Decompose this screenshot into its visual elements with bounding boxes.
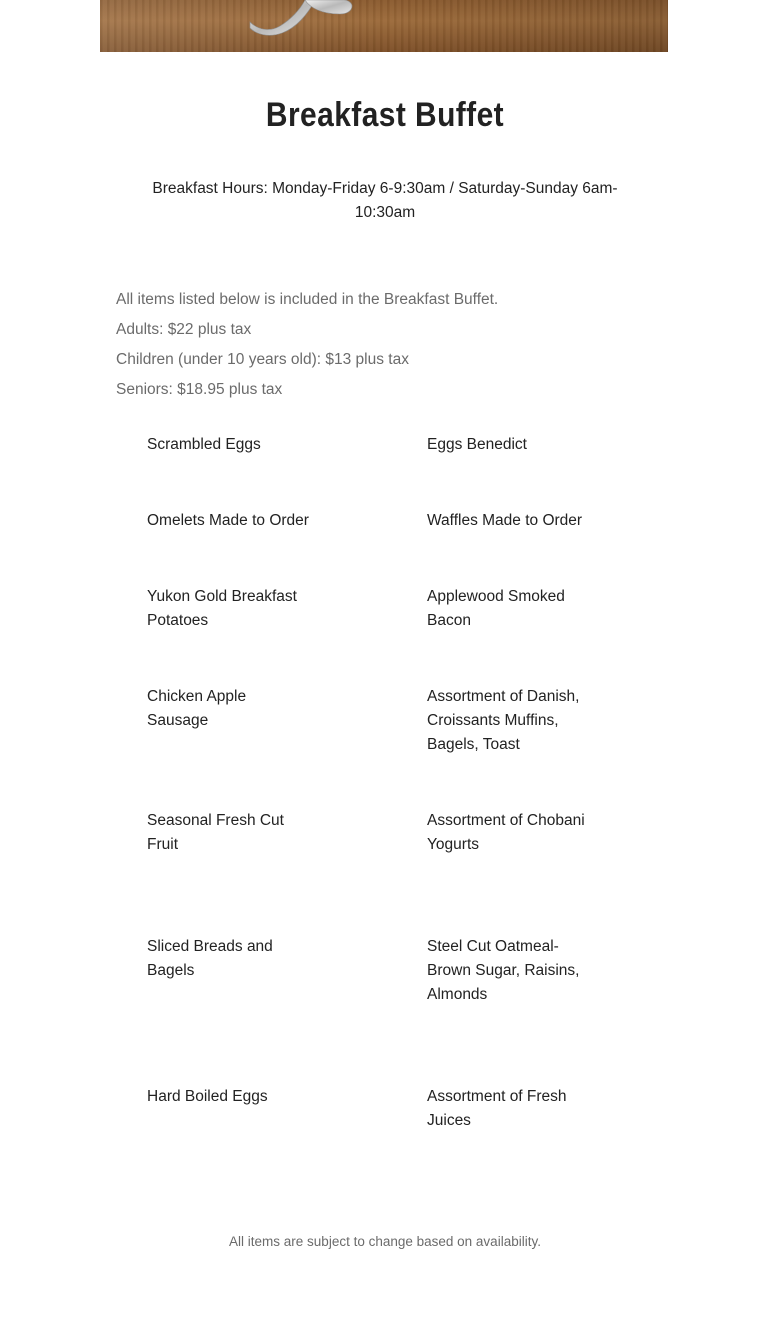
- price-children: Children (under 10 years old): $13 plus tax: [116, 351, 409, 368]
- menu-item: Sliced Breads and Bagels: [147, 938, 273, 979]
- pricing-info: [116, 288, 676, 408]
- menu-item: Eggs Benedict: [427, 436, 527, 453]
- menu-item: Yukon Gold Breakfast Potatoes: [147, 588, 297, 629]
- menu-item: Waffles Made to Order: [427, 512, 583, 529]
- silverware-icon: [100, 0, 668, 52]
- page-title: Breakfast Buffet: [265, 96, 505, 134]
- pricing-intro: All items listed below is included in the Breakfast Buffet.: [116, 291, 499, 308]
- menu-item: Seasonal Fresh Cut Fruit: [147, 812, 284, 853]
- breakfast-hours: Breakfast Hours: Monday-Friday 6-9:30am / Saturday-Sunday 6am-10:30am: [152, 180, 618, 221]
- menu-item: Steel Cut Oatmeal- Brown Sugar, Raisins, Almonds: [427, 938, 580, 1003]
- menu-item: Hard Boiled Eggs: [147, 1088, 268, 1105]
- menu-item: Omelets Made to Order: [147, 512, 309, 529]
- menu-item: Chicken Apple Sausage: [147, 688, 247, 729]
- menu-item: Scrambled Eggs: [147, 436, 261, 453]
- menu-item: Assortment of Chobani Yogurts: [427, 812, 585, 853]
- price-adults: Adults: $22 plus tax: [116, 321, 252, 338]
- menu-item: Assortment of Danish, Croissants Muffins, Bagels, Toast: [427, 688, 580, 753]
- availability-note: All items are subject to change based on availability.: [229, 1234, 541, 1249]
- price-seniors: Seniors: $18.95 plus tax: [116, 381, 283, 398]
- hero-image: [100, 0, 668, 52]
- menu-item: Applewood Smoked Bacon: [427, 588, 565, 629]
- menu-item: Assortment of Fresh Juices: [427, 1088, 567, 1129]
